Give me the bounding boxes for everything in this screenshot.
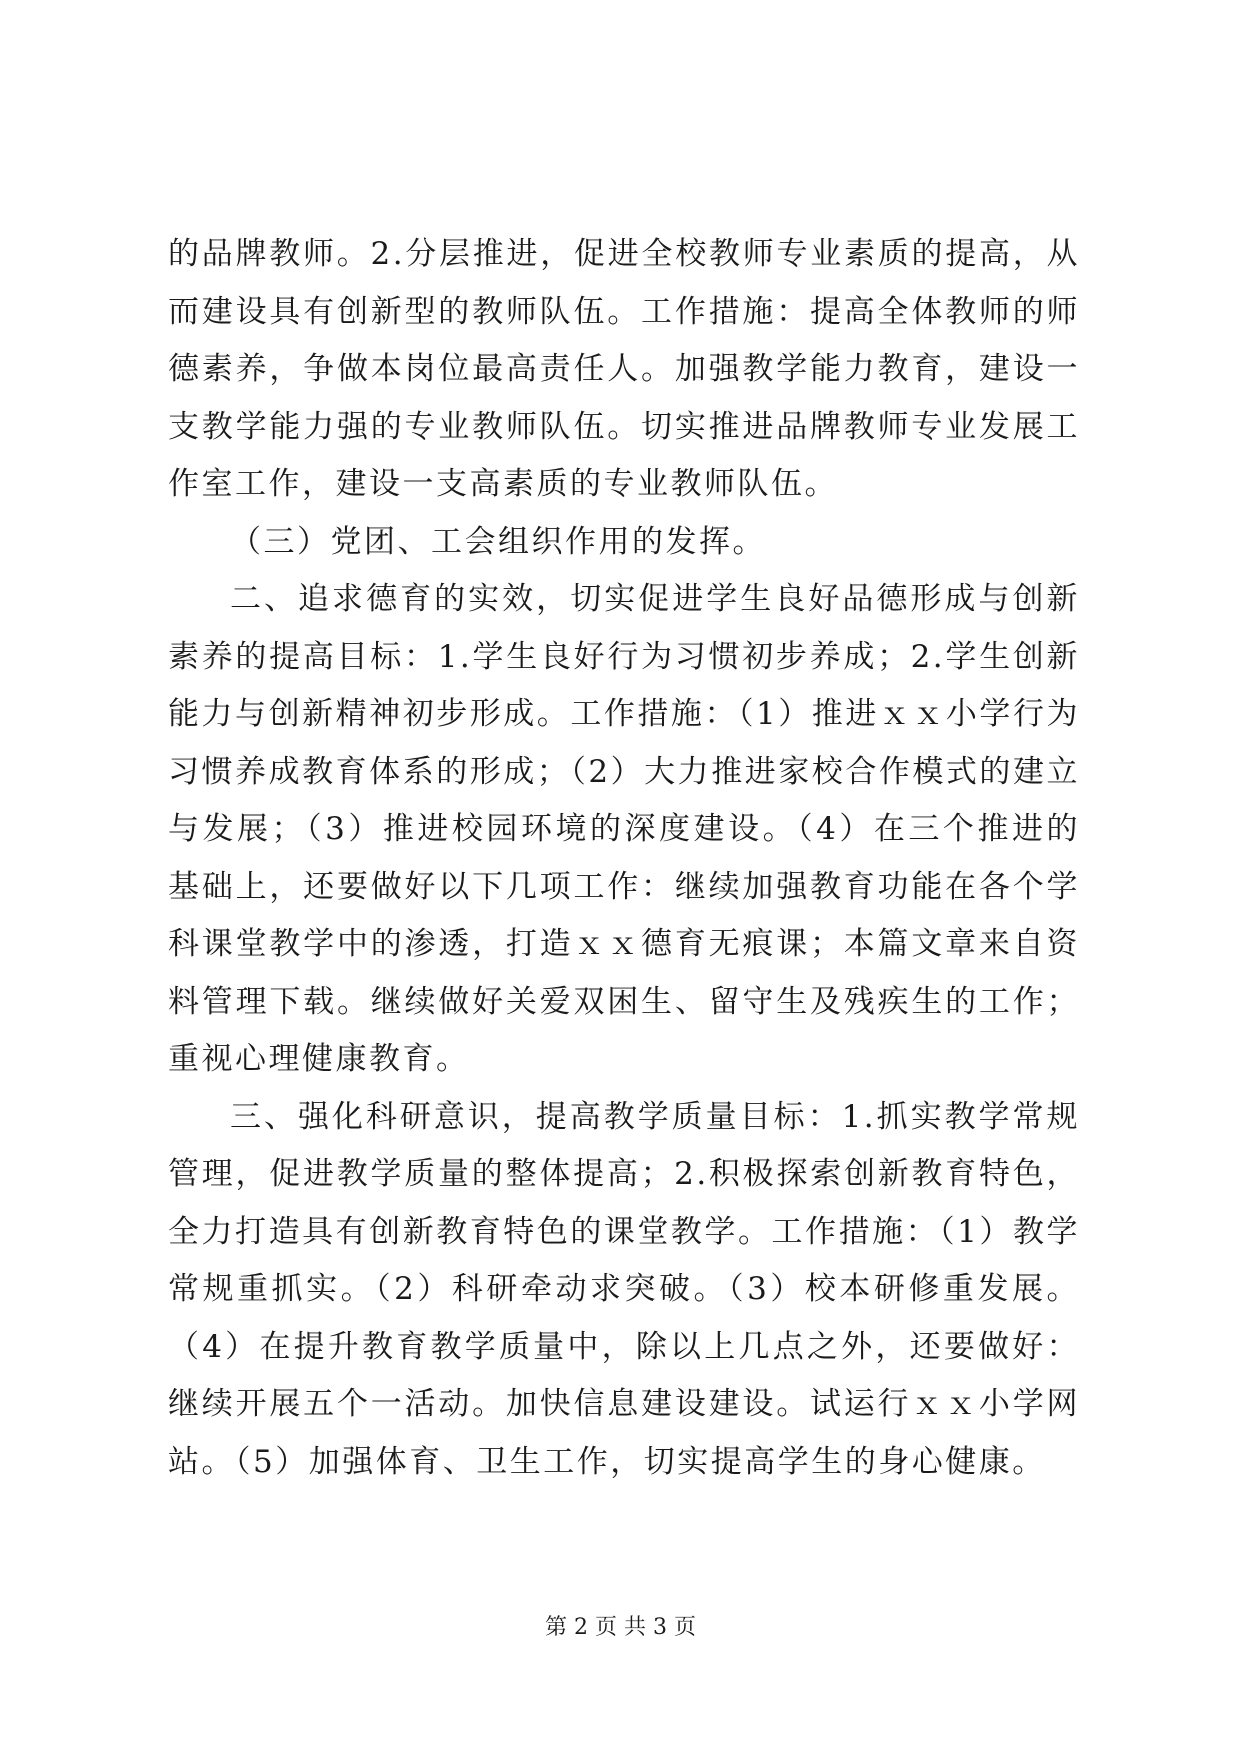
document-body bbox=[168, 226, 1080, 1491]
paragraph-3: 二、追求德育的实效，切实促进学生良好品德形成与创新素养的提高目标：1.学生良好行为习惯初步养成；2.学生创新能力与创新精神初步形成。工作措施：（1）推进ｘｘ小学行为习惯养成教育体系的形成；（2）大力推进家校合作模式的建立与发展；（3）推进校园环境的深度建设。（4）在三个推进的基础上，还要做好以下几项工作：继续加强教育功能在各个学科课堂教学中的渗透，打造ｘｘ德育无痕课；本篇文章来自资料管理下载。继续做好关爱双困生、留守生及残疾生的工作；重视心理健康教育。 bbox=[168, 581, 1080, 1077]
paragraph-1: 的品牌教师。2.分层推进，促进全校教师专业素质的提高，从而建设具有创新型的教师队伍。工作措施：提高全体教师的师德素养，争做本岗位最高责任人。加强教学能力教育，建设一支教学能力强的专业教师队伍。切实推进品牌教师专业发展工作室工作，建设一支高素质的专业教师队伍。 bbox=[168, 236, 1080, 502]
paragraph-4: 三、强化科研意识，提高教学质量目标：1.抓实教学常规管理，促进教学质量的整体提高；2.积极探索创新教育特色，全力打造具有创新教育特色的课堂教学。工作措施：（1）教学常规重抓实。（2）科研牵动求突破。（3）校本研修重发展。（4）在提升教育教学质量中，除以上几点之外，还要做好：继续开展五个一活动。加快信息建设建设。试运行ｘｘ小学网站。（5）加强体育、卫生工作，切实提高学生的身心健康。 bbox=[168, 1098, 1080, 1480]
paragraph-2: （三）党团、工会组织作用的发挥。 bbox=[230, 523, 766, 560]
page-footer: 第 2 页 共 3 页 bbox=[545, 1615, 696, 1640]
